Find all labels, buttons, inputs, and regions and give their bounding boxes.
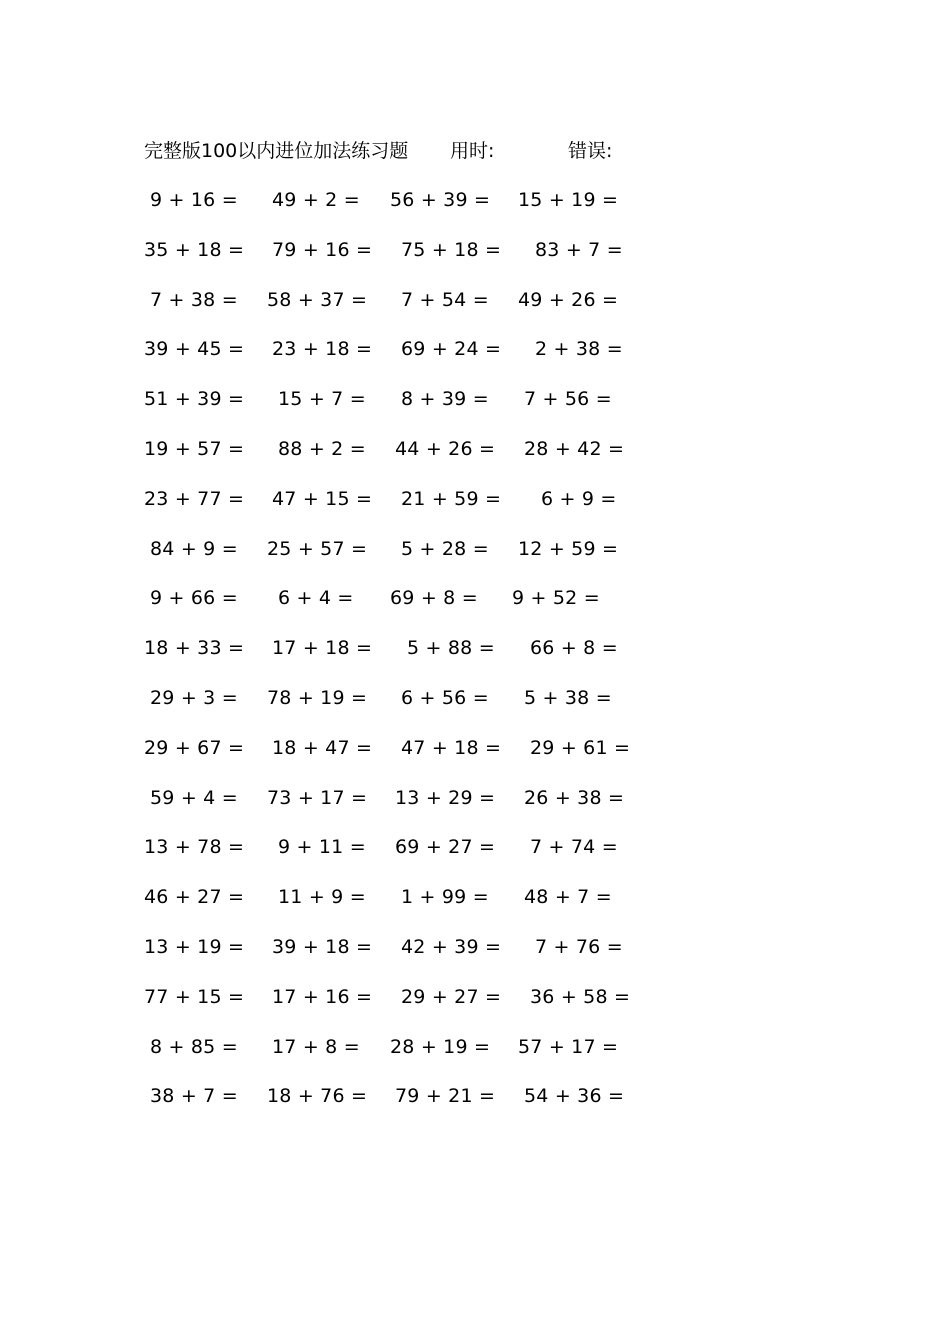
addition-problem: 75 + 18 = <box>401 238 502 261</box>
addition-problem: 49 + 26 = <box>518 288 619 311</box>
addition-problem: 11 + 9 = <box>278 886 366 909</box>
addition-problem: 7 + 76 = <box>535 935 623 958</box>
addition-problem: 78 + 19 = <box>267 686 368 709</box>
addition-problem: 6 + 56 = <box>401 686 489 709</box>
problem-row <box>0 683 950 733</box>
addition-problem: 79 + 16 = <box>272 238 373 261</box>
problem-row <box>0 484 950 534</box>
addition-problem: 84 + 9 = <box>150 537 238 560</box>
addition-problem: 66 + 8 = <box>530 637 618 660</box>
addition-problem: 9 + 16 = <box>150 189 238 211</box>
addition-problem: 39 + 18 = <box>272 935 373 958</box>
addition-problem: 13 + 78 = <box>144 836 245 859</box>
problem-row <box>0 434 950 484</box>
addition-problem: 26 + 38 = <box>524 786 625 809</box>
addition-problem: 21 + 59 = <box>401 487 502 510</box>
addition-problem: 38 + 7 = <box>150 1085 238 1108</box>
addition-problem: 9 + 11 = <box>278 836 366 859</box>
addition-problem: 18 + 76 = <box>267 1085 368 1108</box>
addition-problem: 29 + 27 = <box>401 985 502 1008</box>
addition-problem: 28 + 42 = <box>524 437 625 460</box>
addition-problem: 9 + 66 = <box>150 587 238 610</box>
addition-problem: 15 + 19 = <box>518 189 619 211</box>
addition-problem: 69 + 8 = <box>390 587 478 610</box>
addition-problem: 77 + 15 = <box>144 985 245 1008</box>
addition-problem: 47 + 18 = <box>401 736 502 759</box>
addition-problem: 44 + 26 = <box>395 437 496 460</box>
addition-problem: 79 + 21 = <box>395 1085 496 1108</box>
addition-problem: 8 + 39 = <box>401 388 489 411</box>
addition-problem: 35 + 18 = <box>144 238 245 261</box>
addition-problem: 73 + 17 = <box>267 786 368 809</box>
addition-problem: 59 + 4 = <box>150 786 238 809</box>
addition-problem: 69 + 27 = <box>395 836 496 859</box>
addition-problem: 23 + 18 = <box>272 338 373 361</box>
problem-row <box>0 1032 950 1082</box>
addition-problem: 15 + 7 = <box>278 388 366 411</box>
addition-problem: 6 + 4 = <box>278 587 354 610</box>
problem-row <box>0 334 950 384</box>
addition-problem: 88 + 2 = <box>278 437 366 460</box>
problem-row <box>0 882 950 932</box>
addition-problem: 5 + 38 = <box>524 686 612 709</box>
addition-problem: 7 + 56 = <box>524 388 612 411</box>
addition-problem: 46 + 27 = <box>144 886 245 909</box>
addition-problem: 39 + 45 = <box>144 338 245 361</box>
addition-problem: 17 + 8 = <box>272 1035 360 1058</box>
addition-problem: 28 + 19 = <box>390 1035 491 1058</box>
addition-problem: 56 + 39 = <box>390 189 491 211</box>
addition-problem: 9 + 52 = <box>512 587 600 610</box>
worksheet-title: 完整版100以内进位加法练习题 <box>144 140 409 162</box>
problem-row <box>0 285 950 335</box>
addition-problem: 13 + 29 = <box>395 786 496 809</box>
addition-problem: 36 + 58 = <box>530 985 631 1008</box>
addition-problem: 54 + 36 = <box>524 1085 625 1108</box>
addition-problem: 2 + 38 = <box>535 338 623 361</box>
addition-problem: 51 + 39 = <box>144 388 245 411</box>
time-used-label: 用时: <box>450 140 495 162</box>
addition-problem: 7 + 74 = <box>530 836 618 859</box>
addition-problem: 29 + 61 = <box>530 736 631 759</box>
problem-row <box>0 982 950 1032</box>
error-count-label: 错误: <box>568 140 613 162</box>
problem-row <box>0 1081 950 1131</box>
addition-problem: 8 + 85 = <box>150 1035 238 1058</box>
problem-row <box>0 235 950 285</box>
problem-row <box>0 733 950 783</box>
addition-problem: 19 + 57 = <box>144 437 245 460</box>
addition-problem: 69 + 24 = <box>401 338 502 361</box>
addition-problem: 5 + 28 = <box>401 537 489 560</box>
addition-problem: 13 + 19 = <box>144 935 245 958</box>
addition-problem: 7 + 54 = <box>401 288 489 311</box>
addition-problem: 17 + 16 = <box>272 985 373 1008</box>
addition-problem: 48 + 7 = <box>524 886 612 909</box>
problem-row <box>0 633 950 683</box>
problem-row <box>0 783 950 833</box>
addition-problem: 18 + 47 = <box>272 736 373 759</box>
problem-row <box>0 932 950 982</box>
addition-problem: 6 + 9 = <box>541 487 617 510</box>
addition-problem: 18 + 33 = <box>144 637 245 660</box>
addition-problem: 29 + 3 = <box>150 686 238 709</box>
problem-row <box>0 832 950 882</box>
addition-problem: 12 + 59 = <box>518 537 619 560</box>
addition-problem: 17 + 18 = <box>272 637 373 660</box>
addition-problem: 57 + 17 = <box>518 1035 619 1058</box>
addition-problem: 29 + 67 = <box>144 736 245 759</box>
addition-problem: 25 + 57 = <box>267 537 368 560</box>
addition-problem: 42 + 39 = <box>401 935 502 958</box>
addition-problem: 1 + 99 = <box>401 886 489 909</box>
problem-row <box>0 185 950 235</box>
problem-row <box>0 384 950 434</box>
problem-row <box>0 583 950 633</box>
addition-problem: 47 + 15 = <box>272 487 373 510</box>
addition-problem: 23 + 77 = <box>144 487 245 510</box>
addition-problem: 58 + 37 = <box>267 288 368 311</box>
addition-problem: 83 + 7 = <box>535 238 623 261</box>
addition-problem: 5 + 88 = <box>407 637 495 660</box>
problem-row <box>0 534 950 584</box>
problem-grid <box>0 185 950 1131</box>
addition-problem: 7 + 38 = <box>150 288 238 311</box>
addition-problem: 49 + 2 = <box>272 189 360 211</box>
